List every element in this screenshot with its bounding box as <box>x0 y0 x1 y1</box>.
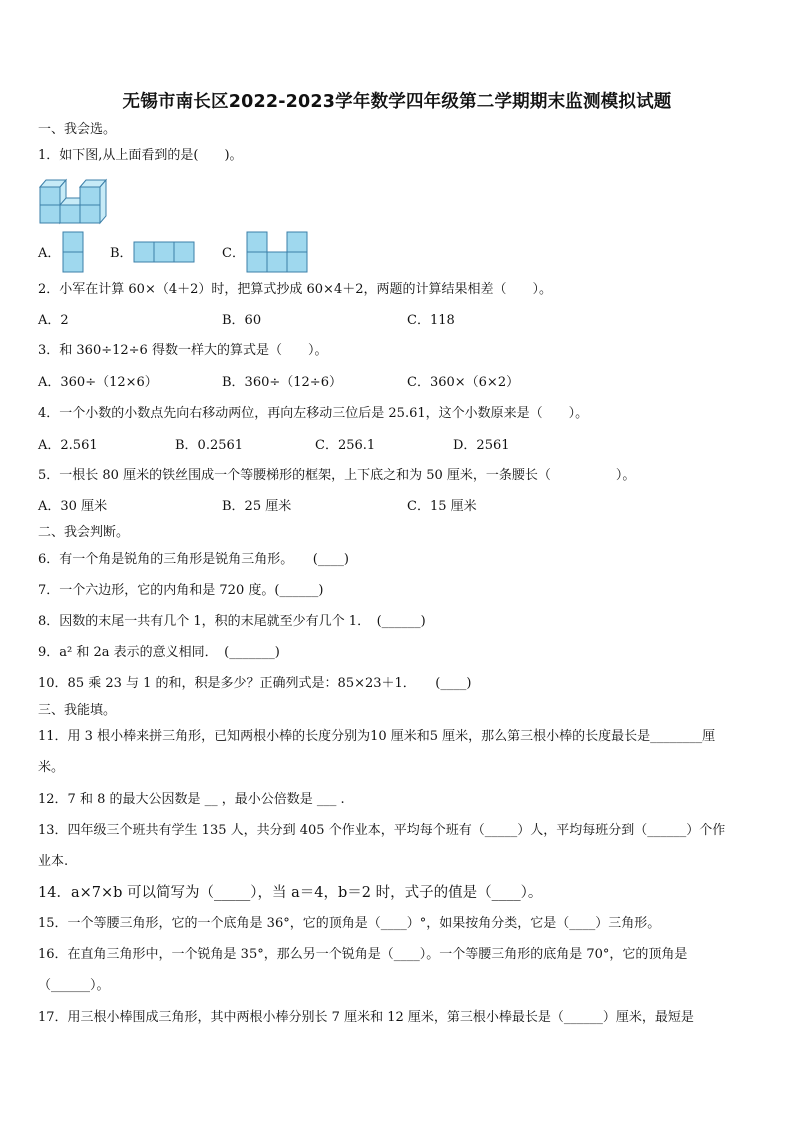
q2-option-a: A．2 <box>38 313 69 328</box>
q2-option-b: B．60 <box>222 313 262 328</box>
question-14: 14．a×7×b 可以简写为（_____），当 a＝4，b＝2 时，式子的值是（____）。 <box>38 885 543 901</box>
question-4: 4．一个小数的小数点先向右移动两位，再向左移动三位后是 25.61，这个小数原来是（ ）。 <box>38 406 589 421</box>
section-heading-choice: 一、我会选。 <box>38 122 117 137</box>
question-15: 15．一个等腰三角形，它的一个底角是 36°，它的顶角是（____）°，如果按角分类，它是（____）三角形。 <box>38 916 661 931</box>
q4-option-d: D．2561 <box>453 438 510 453</box>
q5-option-c: C．15 厘米 <box>407 499 477 514</box>
q5-option-b: B．25 厘米 <box>222 499 292 514</box>
q2-option-c: C．118 <box>407 313 455 328</box>
question-3: 3．和 360÷12÷6 得数一样大的算式是（ ）。 <box>38 343 328 358</box>
question-5: 5．一根长 80 厘米的铁丝围成一个等腰梯形的框架，上下底之和为 50 厘米，一条腰长（ ）。 <box>38 468 636 483</box>
question-11-line-1: 11．用 3 根小棒来拼三角形，已知两根小棒的长度分别为10 厘米和5 厘米，那么第三根小棒的长度最长是________厘 <box>38 729 716 744</box>
question-16-line-2: （______）。 <box>38 978 110 993</box>
question-17: 17．用三根小棒围成三角形，其中两根小棒分别长 7 厘米和 12 厘米，第三根小棒最长是（______）厘米，最短是 <box>38 1010 694 1025</box>
cube-stack-figure <box>38 175 108 227</box>
q4-option-c: C．256.1 <box>315 438 376 453</box>
question-13-line-2: 业本. <box>38 854 69 869</box>
page-title: 无锡市南长区2022-2023学年数学四年级第二学期期末监测模拟试题 <box>122 92 672 112</box>
section-heading-fill: 三、我能填。 <box>38 703 117 718</box>
option-b-figure <box>133 241 195 263</box>
q3-option-c: C．360×（6×2） <box>407 375 520 390</box>
option-a-figure <box>62 231 84 273</box>
question-13-line-1: 13．四年级三个班共有学生 135 人，共分到 405 个作业本，平均每个班有（_____）人，平均每班分到（______）个作 <box>38 823 726 838</box>
question-10: 10．85 乘 23 与 1 的和，积是多少？正确列式是：85×23＋1． (____) <box>38 676 472 691</box>
q3-option-a: A．360÷（12×6） <box>38 375 158 390</box>
q4-option-b: B．0.2561 <box>175 438 244 453</box>
q1-option-a-label: A． <box>38 246 61 261</box>
section-heading-judge: 二、我会判断。 <box>38 525 130 540</box>
q1-option-c-label: C． <box>222 246 245 261</box>
option-c-figure <box>246 231 308 273</box>
q5-option-a: A．30 厘米 <box>38 499 108 514</box>
question-1: 1．如下图,从上面看到的是( )。 <box>38 148 243 163</box>
q4-option-a: A．2.561 <box>38 438 98 453</box>
q1-option-b-label: B． <box>110 246 133 261</box>
question-11-line-2: 米。 <box>38 760 65 775</box>
question-2: 2．小军在计算 60×（4＋2）时，把算式抄成 60×4＋2，两题的计算结果相差（ ）。 <box>38 282 552 297</box>
question-8: 8．因数的末尾一共有几个 1，积的末尾就至少有几个 1． (______) <box>38 614 426 629</box>
question-16-line-1: 16．在直角三角形中，一个锐角是 35°，那么另一个锐角是（____）。一个等腰三角形的底角是 70°，它的顶角是 <box>38 947 688 962</box>
question-12: 12．7 和 8 的最大公因数是 __ ，最小公倍数是 ___ . <box>38 792 345 807</box>
question-6: 6．有一个角是锐角的三角形是锐角三角形。 (____) <box>38 552 349 567</box>
question-9: 9．a² 和 2a 表示的意义相同． (_______) <box>38 645 280 660</box>
question-7: 7．一个六边形，它的内角和是 720 度。(______) <box>38 583 324 598</box>
q3-option-b: B．360÷（12÷6） <box>222 375 342 390</box>
